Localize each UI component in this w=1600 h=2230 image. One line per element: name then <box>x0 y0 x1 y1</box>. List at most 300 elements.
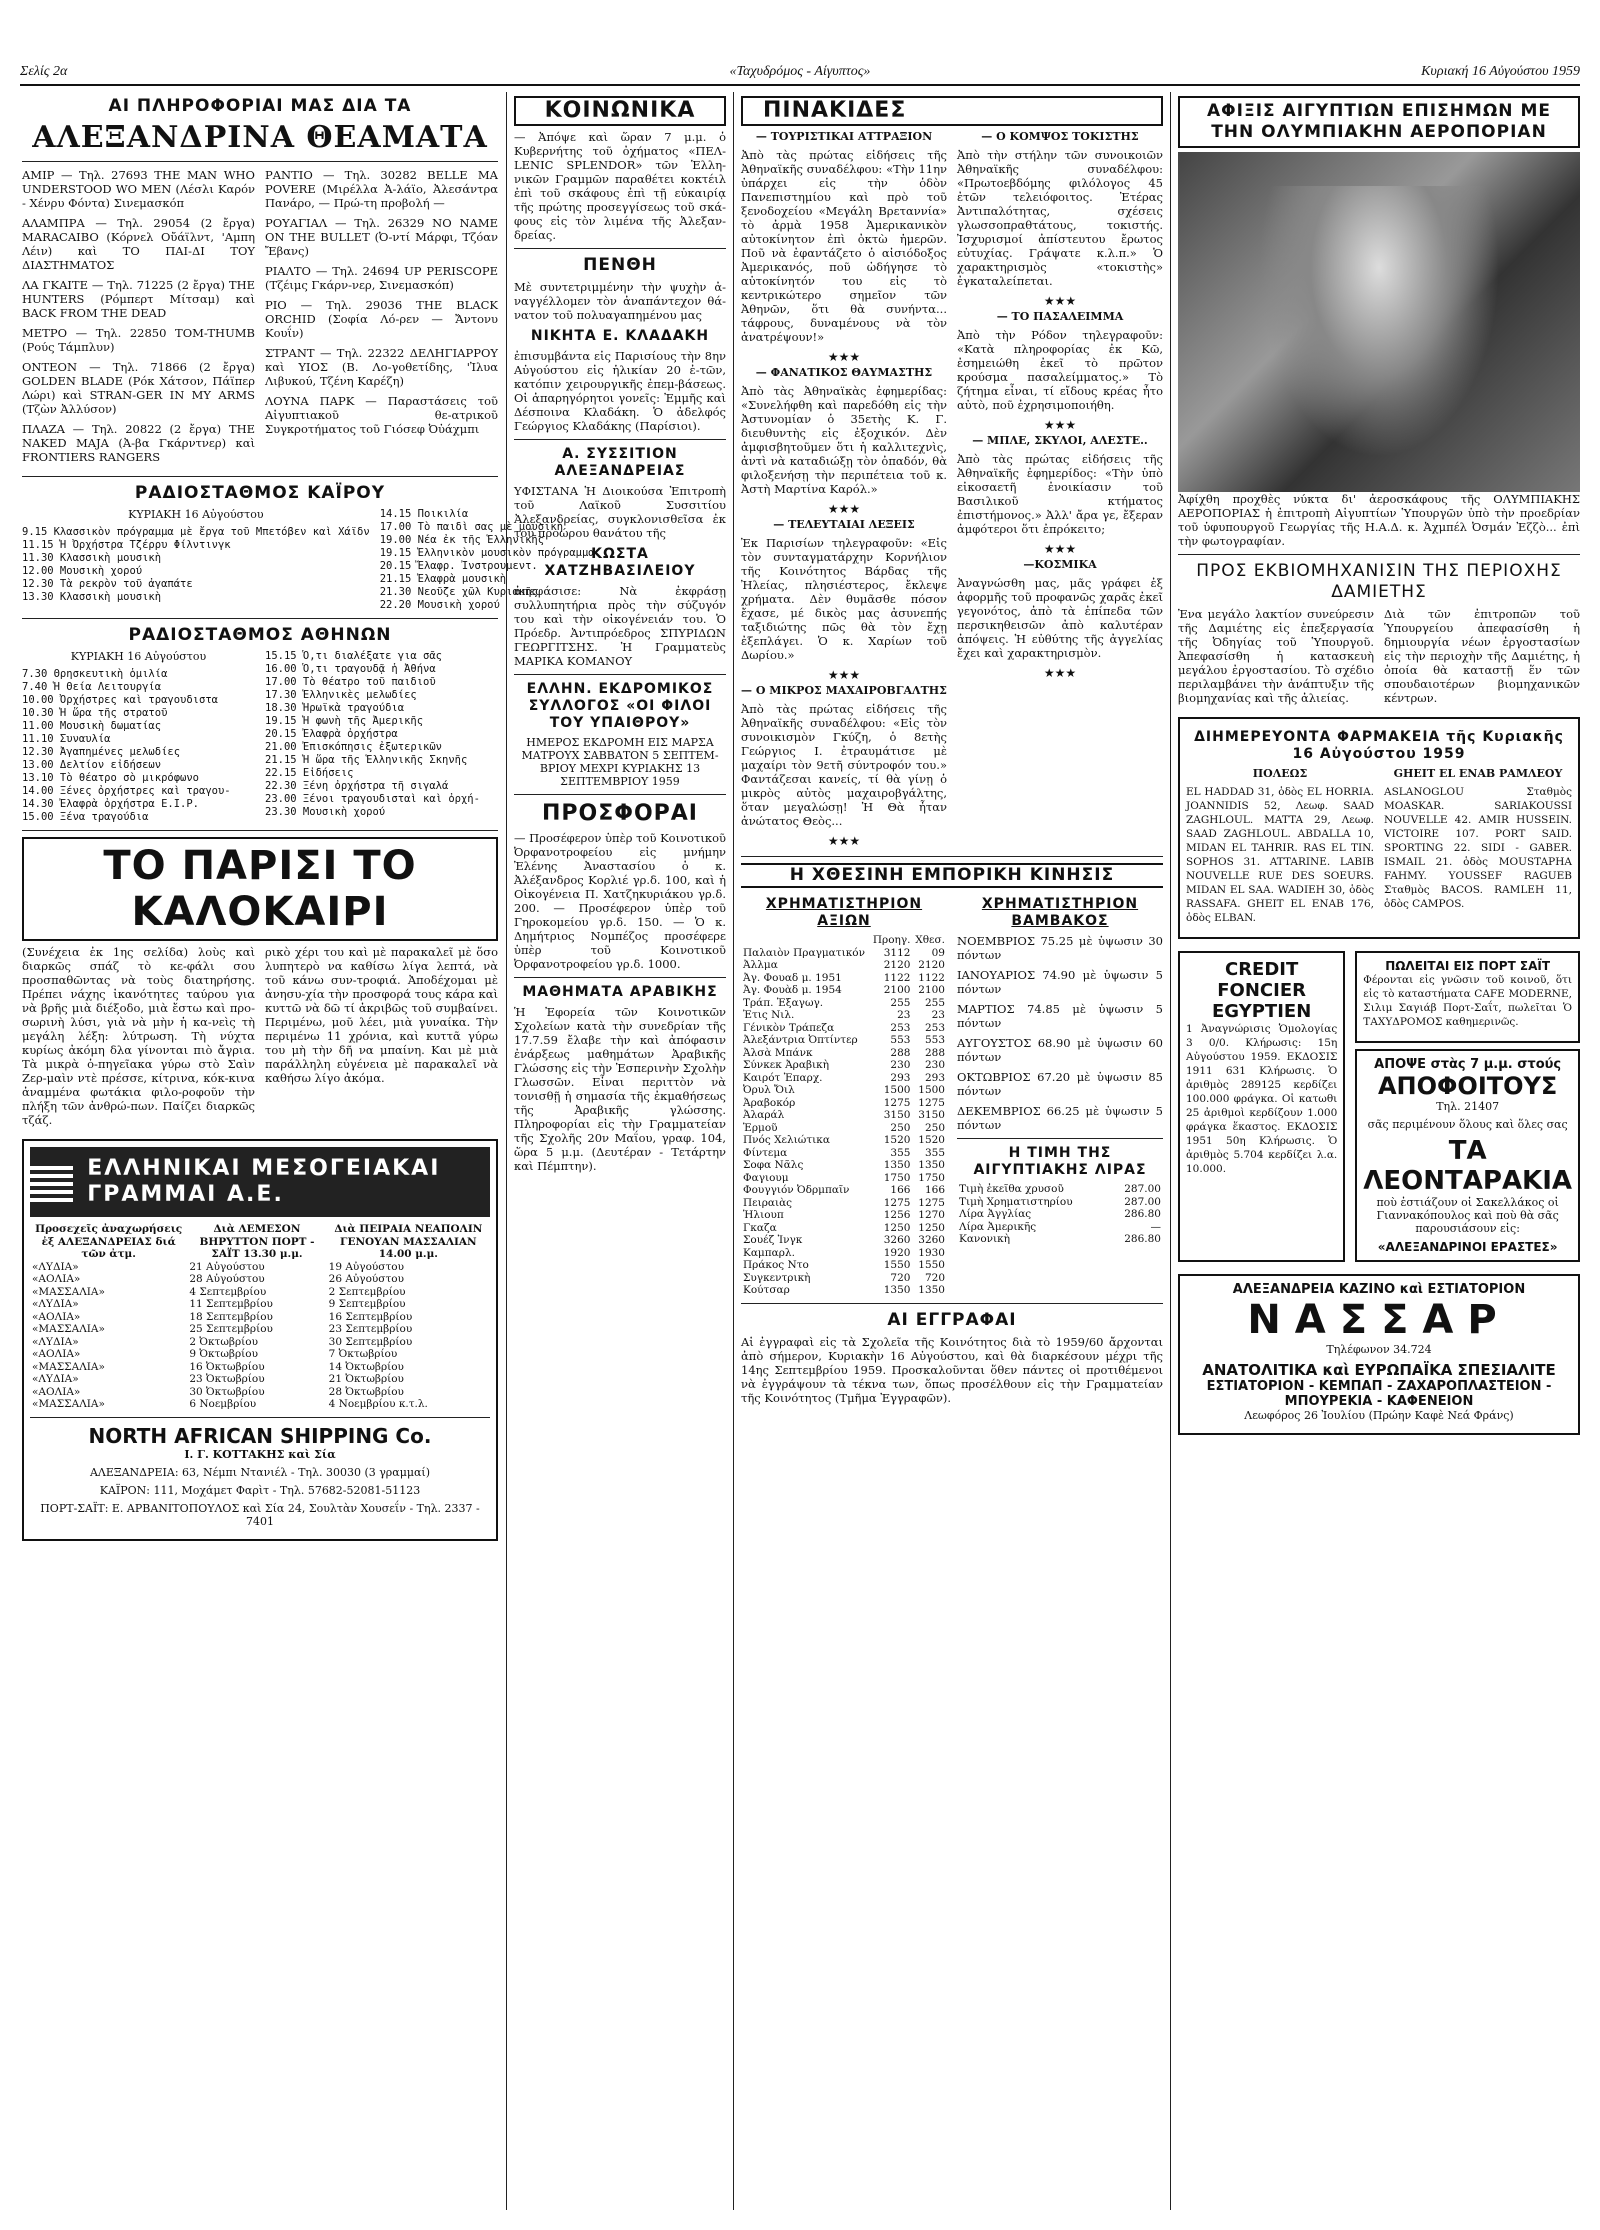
pound-label: Κανονικὴ <box>959 1233 1010 1245</box>
divider <box>22 161 498 162</box>
radio-program-item: 7.30 Θρησκευτικὴ ὁμιλία <box>22 668 168 680</box>
sailing-column-header: Προσεχεῖς ἀναχωρήσεις ἐξ ΑΛΕΞΑΝΔΡΕΙΑΣ διά τῶν ἀτμ. <box>35 1223 183 1260</box>
stock-prev: 1275 <box>883 1196 911 1209</box>
stock-row <box>741 997 947 1010</box>
credit-foncier-ad <box>1178 951 1345 1262</box>
entertainment-kicker: ΑΙ ΠΛΗΡΟΦΟΡΙΑΙ ΜΑΣ ΔΙΑ ΤΑ <box>108 96 412 116</box>
sailing-cell: «ΜΑΣΣΑΛΙΑ» <box>32 1323 105 1335</box>
paper-name: «Ταχυδρόμος - Αίγυπτος» <box>729 64 871 79</box>
stock-name: Φουγγιόν Ὀδρμπαῖν <box>743 1184 850 1196</box>
stock-row <box>741 1059 947 1072</box>
stock-row <box>741 1284 947 1297</box>
agent-address: ΚΑΪΡΟΝ: 111, Μοχάμετ Φαρὶτ - Τηλ. 57682-52081-51123 <box>99 1483 421 1497</box>
stock-today: 288 <box>924 1046 945 1059</box>
pharm-left-list: EL HADDAD 31, ὁδὸς EL HORRIA. JOANNIDIS 52, Λεωφ. SAAD ZAGHLOUL. MATTA 29, Λεωφ. SAAD ZAGHLOUL. ABDALLA 10, MIDAN EL TAHRIR. RAS EL TIN. SOPHOS 31. ATTARINE. LABIB NOUVELLE RUE DES SOEURS. MIDAN EL SAA. WADIEH 30, ὁδὸς RASSAFA. GHEIT EL ENAB 176, ὁδὸς ELBAN. <box>1186 786 1374 924</box>
pound-row <box>957 1208 1163 1221</box>
stock-row <box>741 1222 947 1235</box>
radio-program-item: 13.10 Τὸ θέατρο σὸ μικρόφωνο <box>22 772 200 784</box>
stock-prev: 255 <box>890 996 911 1009</box>
notice-text: Ἀναγνώσθη μας, μᾶς γράφει ἐξ ἀφορμῆς τοῦ προφανῶς χαρᾶς ἐκεῖ γεγονότος, ἀπὸ τὰ ἐπίπεδα τῶν περσικηθεισῶν ἀπὸ καλυτέραν ἀπόψεις. Ἡ εὐθύτης τῆς ἀγγελίας ἔχει καὶ χαρακτηρισμὸν. <box>957 576 1163 660</box>
pound-value: 287.00 <box>1124 1183 1161 1195</box>
stock-prev: 288 <box>890 1046 911 1059</box>
sailing-cell: 9 Σεπτεμβρίου <box>328 1298 406 1310</box>
stock-name: Καμπαρλ. <box>743 1246 795 1259</box>
cotton-row: ΝΟΕΜΒΡΙΟΣ 75.25 μὲ ὑψωσιν 30 πόντων <box>957 934 1163 962</box>
radio-program-item: 15.00 Ξένα τραγούδια <box>22 811 149 823</box>
shipping-banner <box>30 1147 490 1217</box>
pound-table <box>957 1183 1163 1246</box>
sailing-row <box>30 1273 490 1286</box>
radio-date: ΚΥΡΙΑΚΗ 16 Αὐγούστου <box>70 650 207 663</box>
radio-program-item: 11.30 Κλασσικὴ μουσικὴ <box>22 552 162 564</box>
stock-prev: 1350 <box>883 1159 911 1171</box>
graduates-ad <box>1355 1049 1580 1262</box>
radio-program-item: 15.15 Ὁ,τι διαλέξατε για σᾶς <box>265 650 443 662</box>
stock-name: Ἑρμοῦ <box>743 1121 778 1134</box>
obituary-text: Μὲ συντετριμμένην τὴν ψυχὴν ἀ-ναγγέλλομεν τὸν ἀναπάντεχον θά-νατον τοῦ πολυαγαπημένου μας <box>514 280 726 322</box>
notices-title: ΠΙΝΑΚΙΔΕΣ <box>741 96 1163 126</box>
stock-today: 166 <box>924 1184 945 1196</box>
stock-name: Ἡλιουπ <box>743 1209 784 1221</box>
stock-prev: 355 <box>890 1146 911 1159</box>
arrival-title: ΑΦΙΞΙΣ ΑΙΓΥΠΤΙΩΝ ΕΠΙΣΗΜΩΝ ΜΕ ΤΗΝ ΟΛΥΜΠΙΑΚΗΝ ΑΕΡΟΠΟΡΙΑΝ <box>1178 96 1580 148</box>
stock-row <box>741 1159 947 1172</box>
theatre-listing: ΡΑΝΤΙΟ — Τηλ. 30282 BELLE MA POVERE (Μιρέλλα Ἀ-λάϊο, Ἀλεσάντρα Πανάρο, — Πρώ-τη προβολή — <box>265 168 498 210</box>
stock-prev: 720 <box>890 1271 911 1284</box>
registrations-text: Αἱ ἐγγραφαὶ εἰς τὰ Σχολεῖα τῆς Κοινότητος διὰ τὸ 1959/60 ἄρχονται ἀπὸ σήμερον, Κυριακὴν 16 Αὐγούστου, καὶ θὰ διαρκέσουν μέχρι τῆς 14ης Σεπτεμβρίου 1959. Προσκαλοῦνται ὅθεν πάντες οἱ προτιθέμενοι νὰ ἐγγράψουν τὰ τέκνα των, ὅπως προσέλθουν εἰς τὴν Γραμματείαν τῆς Κοινότητος (Τμῆμα Ἐγγραφῶν). <box>741 1334 1163 1405</box>
column-social <box>514 92 726 2210</box>
sailing-row <box>30 1323 490 1336</box>
stock-row <box>741 1197 947 1210</box>
lions-title: ΤΑ ΛΕΟΝΤΑΡΑΚΙΑ <box>1363 1136 1573 1196</box>
stock-name: Ἀγ. Φουαδ μ. 1951 <box>743 971 842 984</box>
stars-divider-icon: ★★★ <box>1043 294 1077 308</box>
stock-prev: 2120 <box>883 959 911 971</box>
stock-name: Πνός Χελιώτικα <box>743 1134 830 1146</box>
theatre-listing: ΡΟΥΑΓΙΑΛ — Τηλ. 26329 NO NAME ON THE BULLET (Ὀ-ντί Μάρφι, Τζόαν Ἔβανς) <box>265 216 498 258</box>
radio-program-item: 11.15 Ἡ Ὀρχήστρα Τζέρρυ Φίλντινγκ <box>22 539 231 551</box>
stock-today: 3260 <box>918 1234 945 1246</box>
arabic-lessons-title: ΜΑΘΗΜΑΤΑ ΑΡΑΒΙΚΗΣ <box>522 984 718 1000</box>
stock-today: 1520 <box>918 1134 945 1146</box>
notice-text: Ἀπὸ τὴν στήλην τῶν συνοικοιῶν Ἀθηναϊκῆς συναδέλφου: «Πρωτοεβδόμης φιλόλογος 45 ἐτῶν τελειόφοιτος. Ἐτέρας Ἀντιπαλότητας, σχέσεις γλωσσοπραθτάτους, τοκιστής. Ἰσχυρισμοί ἀπίστευτου ἔρωτος εὐτυχίας. Γράψατε κ.λ.π.» Ὁ χαρακτηρισμὸς «τοκιστὴς» ἐγκαταλείπεται. <box>957 148 1163 288</box>
syssition-text-2: ἀπεφάσισε: Νὰ ἐκφράσῃ συλλυπητήρια πρὸς τὴν σύζυγόν του καὶ τὴν οἰκογένειάν του. Ὁ Πρόεδρ. Ἀντιπρόεδρος ΣΠΥΡΙΔΩΝ ΓΕΩΡΓΙΤΣΗΣ. Ἡ Γραμματεὺς ΜΑΡΙΚΑ ΚΟΜΑΝΟΥ <box>514 584 726 668</box>
stock-prev: 1250 <box>883 1221 911 1234</box>
pharmacies-city <box>1186 767 1374 931</box>
sailing-cell: 2 Ὀκτωβρίου <box>189 1335 258 1348</box>
divider <box>514 794 726 795</box>
obituary-text-2: ἐπισυμβάντα εἰς Παρισίους τὴν 8ην Αὐγούστου εἰς ἡλικίαν 20 ἐ-τῶν, κατόπιν χειρουργικῆς ἐπεμ-βάσεως. Οἱ ἀπαρηγόρητοι γονεῖς: Ἐμμῆς καὶ Δέσποινα Κλαδάκη. Ὁ ἀδελφός Γεώργιος Κλαδάκης (Παρίσιοι). <box>514 349 726 433</box>
market-grid <box>741 892 1163 1297</box>
issue-date: Κυριακή 16 Αὐγούστου 1959 <box>1421 64 1580 79</box>
stocks-table <box>741 934 947 1297</box>
paris-headline: ΤΟ ΠΑΡΙΣΙ ΤΟ ΚΑΛΟΚΑΙΡΙ <box>22 837 498 941</box>
theatre-list-right <box>265 168 498 470</box>
graduates-title: ΑΠΟΦΟΙΤΟΥΣ <box>1377 1072 1558 1100</box>
column-rule <box>1170 92 1171 2210</box>
pharm-left-heading: ΠΟΛΕΩΣ <box>1252 767 1308 780</box>
graduates-tel: Τηλ. 21407 <box>1436 1100 1500 1113</box>
sailing-cell: 25 Σεπτεμβρίου <box>189 1323 273 1335</box>
stock-today: 720 <box>924 1271 945 1284</box>
stock-today: 553 <box>924 1034 945 1046</box>
stock-prev: 1500 <box>883 1084 911 1096</box>
sailing-cell: 30 Σεπτεμβρίου <box>328 1335 413 1348</box>
syssition-text: ΥΦΙΣΤΑΝΑ Ἡ Διοικούσα Ἐπιτροπὴ τοῦ Λαϊκοῦ Συσσιτίου Ἀλεξανδρείας, συγκλονισθεῖσα ἐκ τοῦ προώρου θανάτου τῆς <box>514 484 726 540</box>
notice-heading: —ΚΟΣΜΙΚΑ <box>1023 558 1097 571</box>
sailing-cell: 11 Σεπτεμβρίου <box>189 1298 273 1310</box>
stock-prev: 3260 <box>883 1234 911 1246</box>
cotton-exchange <box>957 892 1163 1297</box>
theatre-listing: ΡΙΟ — Τηλ. 29036 THE BLACK ORCHID (Σοφία Λό-ρεν — Ἄντονυ Κουΐν) <box>265 298 498 340</box>
agent-address: ΠΟΡΤ-ΣΑΪΤ: Ε. ΑΡΒΑΝΙΤΟΠΟΥΛΟΣ καὶ Σία 24, Σουλτὰν Χουσεΐν - Τηλ. 2337 - 7401 <box>40 1501 480 1528</box>
stock-row <box>741 1122 947 1135</box>
radio-program-item: 14.30 Ἐλαφρὰ ὀρχήστρα Ε.Ι.Ρ. <box>22 798 200 810</box>
radio-program-item: 12.30 Τὰ ρεκρὸν τοῦ ἀγαπάτε <box>22 578 193 590</box>
cotton-row: ΟΚΤΩΒΡΙΟΣ 67.20 μὲ ὑψωσιν 85 πόντων <box>957 1070 1163 1098</box>
pound-title: Η ΤΙΜΗ ΤΗΣ ΑΙΓΥΠΤΙΑΚΗΣ ΛΙΡΑΣ <box>973 1145 1147 1178</box>
stock-prev: 1350 <box>883 1284 911 1296</box>
paris-text-b: ρικὸ χέρι του καὶ μὲ παρακαλεῖ μὲ ὅσο λυπητερὸ να καθίσω λίγα λεπτά, νὰ τοῦ κάνω συν-τροφιά. Ἀποδέχομαι μὲ ἀνησυ-χία τὴν προσφορά τους κάρα καὶ κυττῶ νὰ δῶ τί ἀκριβῶς τοῦ συμβαίνει. Περιμένω, μοῦ λέει, μιὰ γυναίκα. Τὴν περιμένω 11 χρόνια, καὶ κυττᾶ γύρω του μὴ τὴν δῆ να μπαίνη. Και μὲ μιὰ παράλληλη εὐγένεια μὲ παρακαλεῖ νὰ καθήσω λίγο ἀκόμα. <box>265 945 498 1085</box>
agent-addresses <box>30 1466 490 1528</box>
radio-program-item: 17.30 Ἑλληνικὲς μελωδίες <box>265 689 417 701</box>
radio-athens-title: ΡΑΔΙΟΣΤΑΘΜΟΣ ΑΘΗΝΩΝ <box>128 625 392 645</box>
pound-label: Λίρα Ἀγγλίας <box>959 1208 1032 1220</box>
stocks-column-header: Χθεσ. <box>915 934 945 946</box>
stock-prev: 1550 <box>883 1259 911 1271</box>
damietta-text-a: Ἐνα μεγάλο λακτίον συνεύρεσιν τῆς Δαμιέτης εἰς ἐπεξεργασία τῆς Ὀδηγίας τοῦ Ὑπουργοῦ. Ἀπεφασίσθη ἡ κατασκευὴ μεγάλου ἐργοστασίου. Τὸ σχέδιο περιλαμβάνει τὴν ἀνάπτυξιν τῆς βιομηχανίας καὶ τῆς ἀλιείας. <box>1178 607 1374 705</box>
sailing-cell: «ΛΥΔΙΑ» <box>32 1260 79 1273</box>
credit-foncier-title: CREDIT FONCIER EGYPTIEN <box>1212 959 1312 1022</box>
paris-article <box>22 945 498 1133</box>
nassar-ad <box>1178 1274 1580 1435</box>
paris-text-a: (Συνέχεια ἐκ 1ης σελίδα) λοὺς καὶ διαρκῶς σπάζ τὸ κε-φάλι σου προσπαθῶντας νὰ τοὺς διατηρήσης. Πρέπει νάχης ἱκανότητες ταύρου για νὰ βρῆς μιὰ διέξοδο, μιὰ ἔστω καὶ προ-σωρινὴ λύσι, γιὰ νὰ μὴν ἡ κα-νεὶς τὴ μεγάλη λέξη: λύτρωση. Τὴ νύχτα κυρίως ἀκόμη δλα γίνονται πιὸ ἄγρια. Τὰ μικρὰ ὁ-πηγεῖακα γύρω στὸ Σαὶν Ζερ-μαὶν ντὲ πρέσσε, κίτρινα, κόκ-κινα ἀναμμένα φωτάκια φιλο-ροφοῦν τὴν πλήξη τῶν ἀνθρώ-πων. Παίζει διαρκῶς τζάζ. <box>22 945 255 1127</box>
radio-program-item: 20.15 Ἐλαφρὰ ὀρχήστρα <box>265 728 398 740</box>
syssition-title: Α. ΣΥΣΣΙΤΙΟΝ ΑΛΕΞΑΝΔΡΕΙΑΣ <box>554 446 686 479</box>
divider <box>30 1417 490 1418</box>
stock-today: 1750 <box>918 1171 945 1184</box>
radio-program-item: 12.00 Μουσικὴ χορού <box>22 565 143 577</box>
nassar-top: ΑΛΕΞΑΝΔΡΕΙΑ ΚΑΖΙΝΟ καὶ ΕΣΤΙΑΤΟΡΙΟΝ <box>1232 1282 1526 1297</box>
stock-row <box>741 1134 947 1147</box>
stock-name: Ἐτις Νιλ. <box>743 1009 795 1021</box>
cotton-row: ΜΑΡΤΙΟΣ 74.85 μὲ ὑψωσιν 5 πόντων <box>957 1002 1163 1030</box>
theatre-listing: ΑΛΑΜΠΡΑ — Τηλ. 29054 (2 ἔργα) MARACAIBO (Κόρνελ Οὔάϊλντ, 'Αμπη Λέιν) καὶ ΤΟ ΠΑΙ-ΔΙ ΤΟΥ ΔΙΑΣΤΗΜΑΤΟΣ <box>22 216 255 272</box>
radio-program-item: 23.00 Ξένοι τραγουδισταὶ καὶ ὀρχή- <box>265 793 480 805</box>
sailing-cell: «ΛΥΔΙΑ» <box>32 1373 79 1385</box>
notices-left <box>741 130 947 850</box>
pound-label: Λίρα Ἀμερικῆς <box>959 1220 1037 1233</box>
stock-row <box>741 1109 947 1122</box>
stock-prev: 2100 <box>883 984 911 996</box>
portsaid-title: ΠΩΛΕΙΤΑΙ ΕΙΣ ΠΟΡΤ ΣΑΪΤ <box>1385 959 1551 973</box>
stock-prev: 230 <box>890 1059 911 1071</box>
offerings-text: — Προσέφερον ὑπὲρ τοῦ Κοινοτικοῦ Ὀρφανοτροφείου εἰς μνήμην Ἐλένης Ἀναστασίου ὁ κ. Ἀλέξανδρος Κορλιέ γρ.δ. 100, καὶ ἡ Οἰκογένεια Π. Χατζηκυριάκου γρ.δ. 200. — Προσέφερον ὑπὲρ τοῦ Γηροκομείου γρ.δ. 150. — Ὁ κ. Δημήτριος Νομπέζος προσέφερε ὑπὲρ τοῦ Κοινοτικοῦ Ὀρφανοτροφείου γρ.δ. 1000. <box>514 831 726 971</box>
theatre-listing: ΑΜΙΡ — Τηλ. 27693 THE MAN WHO UNDERSTOOD WO MEN (Λέσλι Καρόν - Χένρυ Φόντα) Σινεμασκόπ <box>22 168 255 210</box>
radio-program-item: 19.15 Ἑλληνικὸν μουσικὸν πρόγραμμα <box>379 547 595 559</box>
club-text: ΗΜΕΡΟΣ ΕΚΔΡΟΜΗ ΕΙΣ ΜΑΡΣΑ ΜΑΤΡΟΥΧ ΣΑΒΒΑΤΟΝ 5 ΣΕΠΤΕΜ-ΒΡΙΟΥ ΜΕΧΡΙ ΚΥΡΙΑΚΗΣ 13 ΣΕΠΤΕΜΒΡΙΟΥ 1959 <box>521 736 719 788</box>
agent-address: ΑΛΕΞΑΝΔΡΕΙΑ: 63, Νέμπι Ντανιέλ - Τηλ. 30030 (3 γραμμαί) <box>89 1465 431 1479</box>
stars-divider-icon: ★★★ <box>827 502 861 516</box>
stock-row <box>741 1259 947 1272</box>
lower-ads <box>1178 945 1580 1268</box>
radio-program-item: 22.15 Εἰδήσεις <box>265 767 354 779</box>
stars-divider-icon: ★★★ <box>827 668 861 682</box>
pound-row <box>957 1221 1163 1234</box>
sailing-cell: «ΛΥΔΙΑ» <box>32 1298 79 1310</box>
sailing-cell: 21 Αὐγούστου <box>189 1260 265 1273</box>
stock-name: Ἀλεξάντρια Ὀπτίντερ <box>743 1034 858 1046</box>
radio-cairo-title: ΡΑΔΙΟΣΤΑΘΜΟΣ ΚΑΪΡΟΥ <box>134 483 386 503</box>
sailing-cell: 23 Ὀκτωβρίου <box>189 1373 265 1385</box>
nassar-address: Λεωφόρος 26 Ἰουλίου (Πρώην Καφὲ Νεά Φράνς) <box>1244 1409 1514 1422</box>
sailing-cell: «ΑΟΛΙΑ» <box>32 1348 81 1360</box>
credit-foncier-text: 1 Ἀναγνώρισις Ὁμολογίας 3 0/0. Κλήρωσις: 15η Αὐγούστου 1959. ΕΚΔΟΣΙΣ 1911 631 Κλήρωσις. Ὁ ἀριθμὸς 289125 κερδίζει 100.000 φράγκα. Οἱ κατωθι 25 ἀριθμοὶ κερδίζουν 1.000 φράγκα ἕκαστος. ΕΚΔΟΣΙΣ 1951 50η Κλήρωσις. Ὁ ἀριθμὸς 5.704 κερδίζει λ.α. 10.000. <box>1186 1023 1338 1175</box>
radio-program-item: 21.15 Ἡ ὥρα τῆς Ἑλληνικῆς Σκηνῆς <box>265 754 468 766</box>
stock-name: Ἀλλμα <box>743 959 778 971</box>
notice-heading: — Ο ΜΙΚΡΟΣ ΜΑΧΑΙΡΟΒΓΑΛΤΗΣ <box>741 684 947 697</box>
notice-text: Ἀπὸ τὰς πρώτας εἰδήσεις τῆς Ἀθηναϊκῆς συναδέλφου: «Εἰς τὸν συνοικισμὸν Γκύζη, ὁ 8ετὴς Γεώργιος Ι. ἐτραυμάτισε μὲ μαχαίρι τὸν 9ετῆ σύντροφόν του.» Φαντάζεσαι κανείς, τί θὰ γίνῃ ὁ μικρὸς αὐτὸς μαχαιροβγάλτης, ὅταν μεγαλώσῃ! Ἡ Θὰ ἦταν ἀνώτατος Θεὸς... <box>741 702 947 828</box>
theatre-listings <box>22 168 498 470</box>
arrival-photo <box>1178 152 1580 492</box>
notice-heading: — ΦΑΝΑΤΙΚΟΣ ΘΑΥΜΑΣΤΗΣ <box>755 366 933 379</box>
pound-value: 286.80 <box>1124 1233 1161 1245</box>
obituaries-title: ΠΕΝΘΗ <box>583 255 657 275</box>
stock-today: 2100 <box>918 984 945 996</box>
sailing-cell: 19 Αὐγούστου <box>328 1260 404 1273</box>
stock-name: Ἀραβοκόρ <box>743 1096 796 1109</box>
stock-row <box>741 1097 947 1110</box>
obituary-name: ΝΙΚΗΤΑ Ε. ΚΛΑΔΑΚΗ <box>530 328 710 344</box>
stock-row <box>741 959 947 972</box>
radio-program-item: 17.00 Τὸ θέατρο τοῦ παιδιοῦ <box>265 676 436 688</box>
stock-prev: 3112 <box>883 946 911 959</box>
sailing-cell: 14 Ὀκτωβρίου <box>328 1360 404 1373</box>
divider <box>514 977 726 978</box>
right-ads <box>1355 945 1580 1268</box>
entertainment-title: ΑΛΕΞΑΝΔΡΙΝΑ ΘΕΑΜΑΤΑ <box>32 120 488 155</box>
radio-athens-schedule <box>22 650 498 824</box>
stock-today: 255 <box>924 996 945 1009</box>
stock-name: Πράκος Ντο <box>743 1259 809 1271</box>
divider <box>22 476 498 477</box>
stock-exchange <box>741 892 947 1297</box>
sailing-row <box>30 1386 490 1399</box>
notice-text: Ἀπὸ τὴν Ρόδον τηλεγραφοῦν: «Κατὰ πληροφορίας ἐκ Κῶ, ἐσημειώθη ἐκεῖ τὸ πρῶτον κρούσμα πασαλείμματος.» Τὸ ζήτημα εἶναι, τί εἴδους κρέας ἦτο αὐτὸ, ποῦ ἐχρησιμοποιήθη. <box>957 328 1163 412</box>
sailing-header <box>30 1223 490 1261</box>
stocks-column-header: Προηγ. <box>872 934 911 946</box>
radio-program-item: 13.00 Δελτίον εἰδήσεων <box>22 759 162 771</box>
pound-row <box>957 1233 1163 1246</box>
theatre-listing: ΜΕΤΡΟ — Τηλ. 22850 TOM-THUMB (Ρούς Τάμπλυν) <box>22 326 255 354</box>
damietta-title: ΠΡΟΣ ΕΚΒΙΟΜΗΧΑΝΙΣΙΝ ΤΗΣ ΠΕΡΙΟΧΗΣ ΔΑΜΙΕΤΗΣ <box>1196 561 1562 602</box>
stock-row <box>741 1072 947 1085</box>
sailing-cell: 21 Ὀκτωβρίου <box>328 1373 404 1385</box>
radio-program-item: 18.30 Ἡρωϊκὰ τραγούδια <box>265 702 405 714</box>
stars-divider-icon: ★★★ <box>1043 418 1077 432</box>
stock-today: 23 <box>931 1009 945 1021</box>
sailing-column-header: Διὰ ΠΕΙΡΑΙΑ ΝΕΑΠΟΛΙΝ ΓΕΝΟΥΑΝ ΜΑΣΣΑΛΙΑΝ 14.00 μ.μ. <box>334 1223 483 1260</box>
radio-program-item: 17.00 Τὸ παιδὶ σας μὲ μουσικὴ <box>379 521 564 533</box>
stock-prev: 1520 <box>883 1134 911 1146</box>
stock-row <box>741 972 947 985</box>
sailing-cell: 28 Ὀκτωβρίου <box>328 1385 404 1398</box>
column-rule <box>506 92 507 2210</box>
market-title: Η ΧΘΕΣΙΝΗ ΕΜΠΟΡΙΚΗ ΚΙΝΗΣΙΣ <box>741 863 1163 888</box>
stock-prev: 166 <box>890 1184 911 1196</box>
stock-name: Σύνκεκ Ἀραβικὴ <box>743 1059 829 1071</box>
stock-today: 1550 <box>918 1259 945 1271</box>
damietta-text-b: Διὰ τῶν ἐπιτροπῶν τοῦ Ὑπουργείου ἀπεφασίσθη ἡ δημιουργία νέων ἐργοστασίων εἰς τὴν περιοχὴν τῆς Δαμιέτης, ἡ ὁποία θὰ καταστῇ ἕν τῶν σπουδαιοτέρων βιομηχανικῶν κέντρων. <box>1384 607 1580 705</box>
stock-row <box>741 1272 947 1285</box>
divider <box>22 830 498 831</box>
cotton-row: ΔΕΚΕΜΒΡΙΟΣ 66.25 μὲ ὑψωσιν 5 πόντων <box>957 1104 1163 1132</box>
graduates-top: ΑΠΟΨΕ στὰς 7 μ.μ. στούς <box>1374 1057 1562 1072</box>
sailing-row <box>30 1286 490 1299</box>
sailing-row <box>30 1336 490 1349</box>
radio-program-item: 21.00 Ἐπισκόπησις ἐξωτερικῶν <box>265 741 443 753</box>
sailing-cell: «ΑΟΛΙΑ» <box>32 1273 81 1285</box>
stock-row <box>741 1034 947 1047</box>
notice-text: Ἐκ Παρισίων τηλεγραφοῦν: «Εἰς τὸν συνταγματάρχην Κορνήλιον τῆς Κοινότητος Βάρδας τῆς Ἠλείας, πλησιέστερος, ἔκλεψε χρήματα. Δὲν θυμᾶσθε πόσον ἔχασε, μέ δικὸς μας ἀσυνεπής ταξιδιώτης πῶς θὰ τὸν ἔχῃ ἐξεπλάγει. Ὁ κ. Χαρίων τοῦ Δωρίου.» <box>741 536 947 662</box>
stock-name: Ἀγ. Φουὰδ μ. 1954 <box>743 984 842 996</box>
stock-name: Ὀρυλ Ὄιλ <box>743 1084 795 1096</box>
arabic-lessons-text: Ἡ Ἐφορεία τῶν Κοινοτικῶν Σχολείων κατὰ τὴν συνεδρίαν τῆς 17.7.59 ἔλαβε τὴν καὶ ἀπόφασιν ἐνάρξεως μαθημάτων Ἀραβικῆς Γλώσσης εἰς τὴν Ἐσπερινὴν Σχολὴν Γλωσσῶν. Εἶναι περιττὸν νὰ τονισθῇ ἡ σημασία τῆς ἐκμαθήσεως τῆς Ἀραβικῆς γλώσσης. Πληροφορίαι εἰς τὴν Γραμματείαν τῆς Σχολῆς 20ν Μαΐου, γραφ. 104, ὥρα 5 μ.μ. (Δευτέραν - Τετάρτην καὶ Πέμπτην). <box>514 1005 726 1173</box>
column-news-ads <box>1178 92 1580 2210</box>
stock-today: 355 <box>924 1146 945 1159</box>
radio-program-item: 14.00 Ξένες ὀρχήστρες καὶ τραγου- <box>22 785 231 797</box>
sailing-cell: 4 Νοεμβρίου κ.τ.λ. <box>328 1398 428 1410</box>
stock-name: Γκαζα <box>743 1221 777 1234</box>
radio-program-item: 14.15 Ποικιλία <box>379 508 469 520</box>
stock-prev: 1256 <box>883 1209 911 1221</box>
sailing-row <box>30 1298 490 1311</box>
divider <box>22 618 498 619</box>
radio-program-item: 10.30 Ἡ ὥρα τῆς στρατοῦ <box>22 707 168 719</box>
stock-name: Τράπ. Ἐξαγωγ. <box>743 996 824 1009</box>
graduates-text: σᾶς περιμένουν ὅλους καὶ ὅλες σας <box>1367 1118 1568 1131</box>
radio-program-item: 21.30 Νεοῦζε χῶλ Κυριακῆς <box>379 586 538 598</box>
sailing-cell: «ΜΑΣΣΑΛΙΑ» <box>32 1398 105 1410</box>
radio-program-item: 19.15 Ἡ φωνὴ τῆς Ἀμερικῆς <box>265 715 424 727</box>
stock-prev: 250 <box>890 1121 911 1134</box>
pound-row <box>957 1196 1163 1209</box>
radio-program-item: 12.30 Ἀγαπημένες μελωδίες <box>22 746 181 758</box>
stock-name: Ἀλαράλ <box>743 1109 785 1121</box>
stock-name: Σουέζ Ἰνγκ <box>743 1234 803 1246</box>
pound-value: — <box>1150 1220 1161 1233</box>
stock-today: 1275 <box>918 1196 945 1209</box>
divider <box>741 1303 1163 1304</box>
stock-name: Σοφα Νᾶλς <box>743 1159 804 1171</box>
agent-name: NORTH AFRICAN SHIPPING Co. <box>88 1423 432 1448</box>
radio-program-item: 20.15 Ἔλαφρ. Ἰνστρουμεντ. <box>379 560 538 572</box>
offerings-title: ΠΡΟΣΦΟΡΑΙ <box>541 801 698 826</box>
column-entertainment <box>22 92 595 2210</box>
sailing-cell: 30 Ὀκτωβρίου <box>189 1385 265 1398</box>
portsaid-text: Φέρονται εἰς γνῶσιν τοῦ κοινοῦ, ὅτι εἰς τὸ καταστήματα CAFE MODERNE, Σιλιμ Σαγιάβ Πορτ-Σαΐτ, πωλεῖται Ὁ ΤΑΧΥΔΡΟΜΟΣ καθημερινῶς. <box>1363 974 1572 1028</box>
pound-row <box>957 1183 1163 1196</box>
sailing-cell: 28 Αὐγούστου <box>189 1273 265 1285</box>
column-rule <box>733 92 734 2210</box>
stock-today: 1350 <box>918 1284 945 1296</box>
stock-name: Ἀλσὰ Μπάνκ <box>743 1046 813 1059</box>
sailing-table <box>30 1223 490 1411</box>
stock-row <box>741 1022 947 1035</box>
stock-today: 230 <box>924 1059 945 1071</box>
theatre-listing: ΛΑ ΓΚΑΙΤΕ — Τηλ. 71225 (2 ἔργα) THE HUNTERS (Ρόμπερτ Μίτσαμ) καὶ BACK FROM THE DEAD <box>22 278 255 320</box>
pharm-right-heading: GHEIT EL ENAB ΡΑΜΛΕΟΥ <box>1393 767 1563 780</box>
stock-name: Φαγιουμ <box>743 1171 789 1184</box>
radio-date: ΚΥΡΙΑΚΗ 16 Αὐγούστου <box>128 508 264 521</box>
sailing-cell: «ΑΟΛΙΑ» <box>32 1385 81 1398</box>
divider <box>957 1138 1163 1139</box>
notices-grid <box>741 130 1163 850</box>
stock-today: 1930 <box>918 1246 945 1259</box>
stock-prev: 3150 <box>883 1109 911 1121</box>
stock-row <box>741 1184 947 1197</box>
radio-program-item: 16.00 Ὁ,τι τραγουδᾷ ἡ Ἀθήνα <box>265 663 436 675</box>
notice-heading: — Ο ΚΟΜΨΟΣ ΤΟΚΙΣΤΗΣ <box>981 130 1139 143</box>
pharmacies-box <box>1178 717 1580 939</box>
pharmacies-title: ΔΙΗΜΕΡΕΥΟΝΤΑ ΦΑΡΜΑΚΕΙΑ τῆς Κυριακῆς 16 Αὐγούστου 1959 <box>1194 729 1564 762</box>
sailing-cell: «ΜΑΣΣΑΛΙΑ» <box>32 1285 105 1298</box>
nassar-title: ΝΑΣΣΑΡ <box>1247 1297 1511 1343</box>
theatre-listing: ΛΟΥΝΑ ΠΑΡΚ — Παραστάσεις τοῦ Αἰγυπτιακοῦ θε-ατρικοῦ Συγκροτήματος τοῦ Γιόσεφ Ὀὐάχμπι <box>265 394 498 436</box>
stock-prev: 23 <box>897 1009 911 1021</box>
stock-prev: 553 <box>890 1034 911 1046</box>
sailing-cell: 4 Σεπτεμβρίου <box>189 1285 267 1298</box>
notice-text: Ἀπὸ τὰς πρώτας εἰδήσεις τῆς Ἀθηναϊκῆς συναδέλφου: «Τὴν 11ην ὑπάρχει εἰς τὴν ὁδὸν Πανεπιστημίου καὶ πρὸ τοῦ ξενοδοχείου «Μεγάλη Βρεταννία» τὸ ἀρμὰ 1958 Ἀμερικανικὸν αὐτοκίνητον ἐπὶ ὀκτὼ ἡμερῶν. Ποῦ νὰ ἐφαντάζετο ὁ αἰσιόδοξος Ἀμερικανός, ποῦ ὡδήγησε τὸ αὐτοκίνητόν του εἰς τὸ κεντρικώτερο σημεῖον τῶν Ἀθηνῶν, ὅτι θὰ συνήντα... τάφρους, δυναμένους νὰ τὸν ἀνατρέψουν!» <box>741 148 947 344</box>
stock-prev: 1275 <box>883 1096 911 1109</box>
cotton-title: ΧΡΗΜΑΤΙΣΤΗΡΙΟΝ ΒΑΜΒΑΚΟΣ <box>981 896 1139 929</box>
sailing-cell: 7 Ὀκτωβρίου <box>328 1348 398 1360</box>
shipping-ad <box>22 1139 498 1541</box>
stock-today: 2120 <box>918 959 945 971</box>
sailing-row <box>30 1398 490 1411</box>
radio-program-item: 10.00 Ὀρχήστρες καὶ τραγουδιστα <box>22 694 218 706</box>
stars-divider-icon: ★★★ <box>827 834 861 848</box>
stocks-title: ΧΡΗΜΑΤΙΣΤΗΡΙΟΝ ΑΞΙΩΝ <box>765 896 923 929</box>
sailing-cell: 16 Ὀκτωβρίου <box>189 1360 265 1373</box>
stock-name: Κούτσαρ <box>743 1284 790 1296</box>
stock-row <box>741 1147 947 1160</box>
page-number: Σελίς 2α <box>20 64 68 79</box>
theatre-listing: ΣΤΡΑΝΤ — Τηλ. 22322 ΔΕΛΗΓΙΑΡΡΟΥ καὶ ΥΙΟΣ (Β. Λο-γοθετίδης, 'Ἰλυα Λιβυκού, Τζένη Καρέζη) <box>265 346 498 388</box>
stock-today: 253 <box>924 1021 945 1034</box>
radio-program-item: 7.40 Ἡ Θεία Λειτουργία <box>22 681 162 693</box>
pharmacies-grid <box>1186 767 1572 931</box>
sailing-cell: 9 Ὀκτωβρίου <box>189 1348 258 1360</box>
pound-value: 286.80 <box>1124 1208 1161 1220</box>
sailing-cell: «ΜΑΣΣΑΛΙΑ» <box>32 1360 105 1373</box>
notice-text: Ἀπὸ τὰς Ἀθηναϊκὰς ἐφημερίδας: «Συνελήφθη καὶ παρεδόθη εἰς τὴν Ἀστυνομίαν ὁ 35ετὴς Κ. Γ. διευθυντὴς εἰς ἐξοχικόν. Δὲν ἀμφισβητοῦμεν ὅτι ἡ καλλιτεχνὶς, ἀντὶ νὰ καταδιώξῃ τὸν ὀπαδόν, θὰ φιλοξενήσῃ τὴν περιπέτεια τοῦ κ. Ἀστὴ Μαρτίνα Καρόλ.» <box>741 384 947 496</box>
stock-row <box>741 1234 947 1247</box>
stock-row <box>741 947 947 960</box>
cotton-row: ΙΑΝΟΥΑΡΙΟΣ 74.90 μὲ ὑψωσιν 5 πόντων <box>957 968 1163 996</box>
divider <box>514 674 726 675</box>
nassar-tel: Τηλέφωνον 34.724 <box>1326 1343 1432 1356</box>
divider <box>514 248 726 249</box>
column-notices <box>741 92 1163 2210</box>
sailing-row <box>30 1361 490 1374</box>
stock-row <box>741 1172 947 1185</box>
sailing-row <box>30 1311 490 1324</box>
pound-value: 287.00 <box>1124 1195 1161 1208</box>
stock-today: 1122 <box>918 971 945 984</box>
pound-label: Τιμὴ ἐκεῖθα χρυσοῦ <box>959 1183 1064 1195</box>
club-title: ΕΛΛΗΝ. ΕΚΔΡΟΜΙΚΟΣ ΣΥΛΛΟΓΟΣ «ΟΙ ΦΙΛΟΙ ΤΟΥ ΥΠΑΙΘΡΟΥ» <box>526 681 714 731</box>
